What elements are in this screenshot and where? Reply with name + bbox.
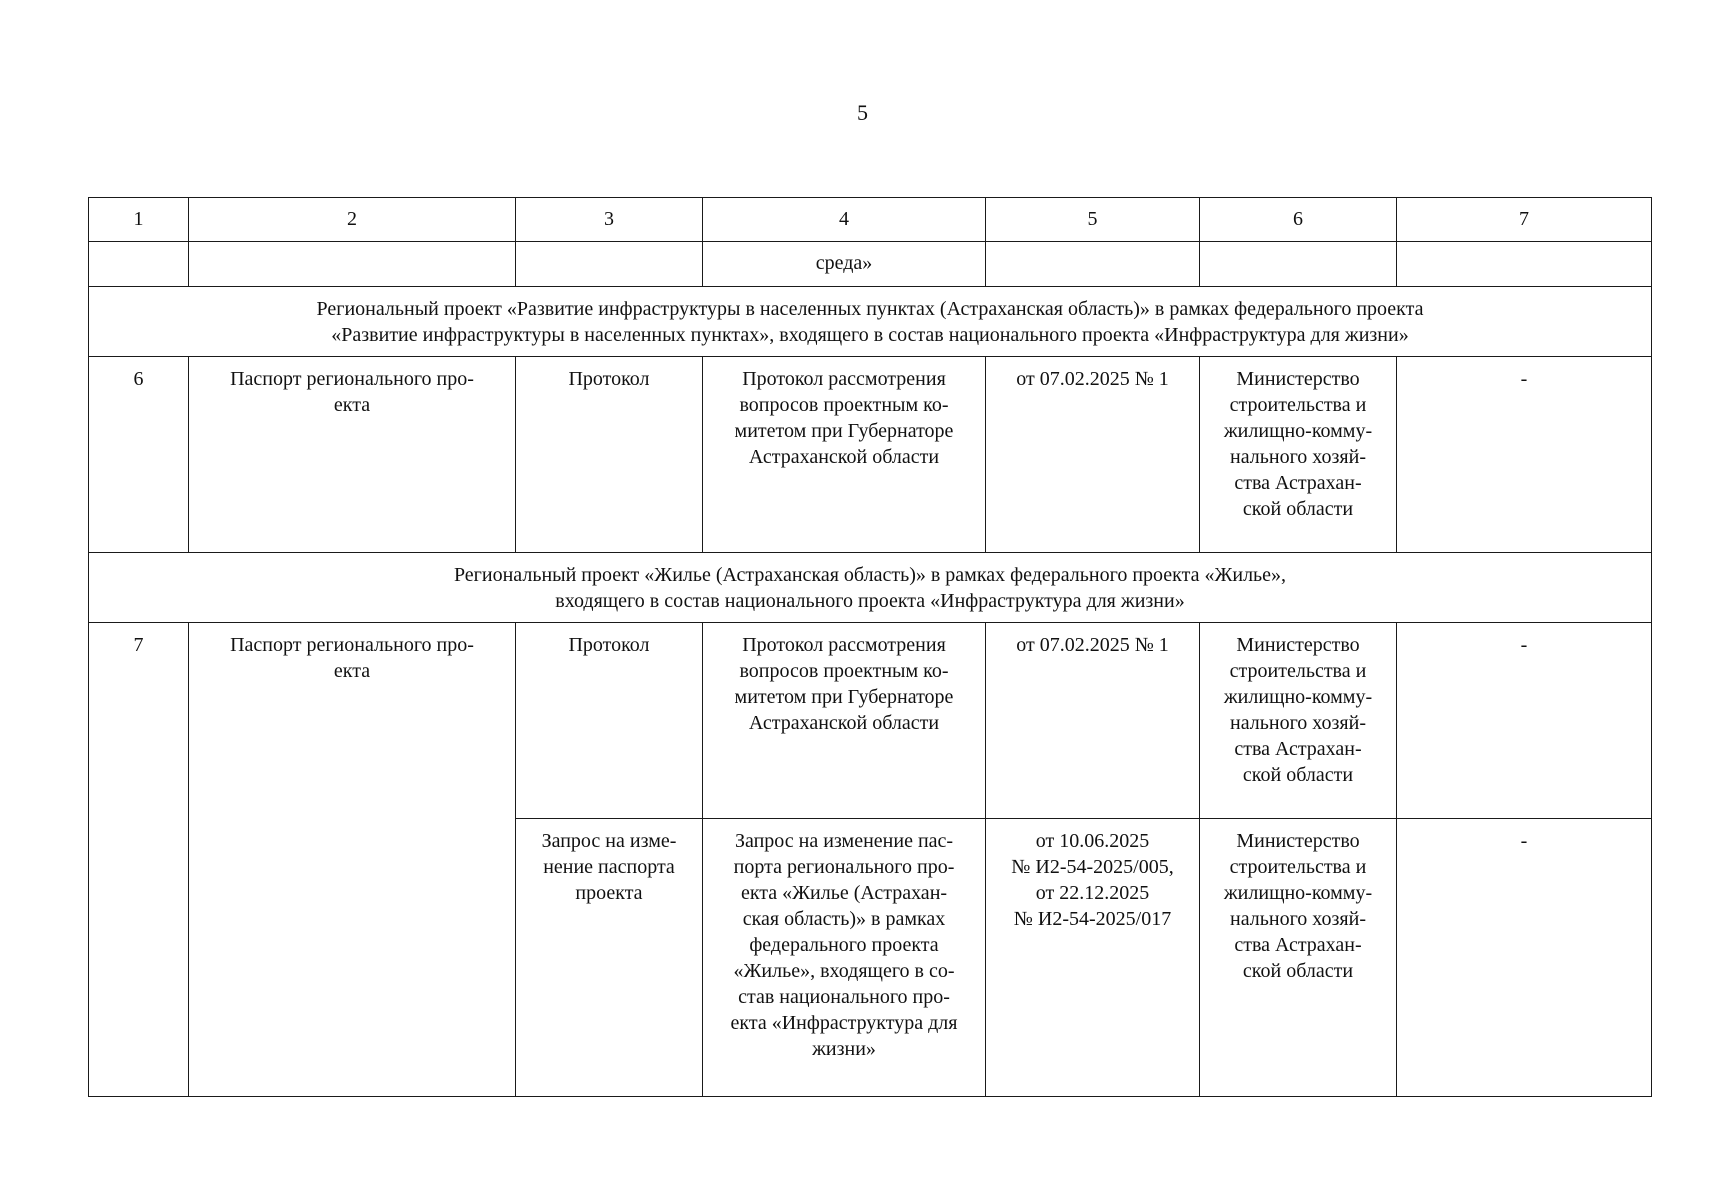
table-row bbox=[89, 357, 1652, 553]
continuation-row bbox=[89, 242, 1652, 287]
section-heading-line: Региональный проект «Развитие инфраструктуры в населенных пунктах (Астраханская область)» в рамках федерального проекта bbox=[316, 298, 1424, 320]
type-text: Протокол bbox=[568, 634, 650, 656]
section-heading bbox=[89, 553, 1652, 623]
section-heading-row bbox=[89, 287, 1652, 357]
details-cell bbox=[986, 357, 1200, 553]
type-cell bbox=[516, 623, 703, 819]
column-number-6: 6 bbox=[1200, 198, 1397, 242]
column-number-7: 7 bbox=[1397, 198, 1652, 242]
column-number-2: 2 bbox=[189, 198, 516, 242]
organization-text: Министерство строительства и жилищно-комму- нального хозяй- ства Астрахан- ской области bbox=[1223, 368, 1373, 520]
continuation-cell-4: среда» bbox=[703, 242, 986, 287]
document-table bbox=[88, 197, 1652, 1097]
name-text: Протокол рассмотрения вопросов проектным ко- митетом при Губернаторе Астраханской области bbox=[734, 368, 954, 468]
name-text: Протокол рассмотрения вопросов проектным ко- митетом при Губернаторе Астраханской области bbox=[734, 634, 954, 734]
organization-cell bbox=[1200, 623, 1397, 819]
details-cell bbox=[986, 819, 1200, 1097]
note-cell bbox=[1397, 623, 1652, 819]
note-text: - bbox=[1520, 830, 1528, 852]
organization-cell bbox=[1200, 819, 1397, 1097]
row-number: 7 bbox=[89, 623, 189, 1097]
details-text: от 07.02.2025 № 1 bbox=[1016, 368, 1169, 390]
section-heading-line: Региональный проект «Жилье (Астраханская область)» в рамках федерального проекта «Жилье», bbox=[453, 564, 1287, 586]
type-text: Протокол bbox=[568, 368, 650, 390]
details-cell bbox=[986, 623, 1200, 819]
column-number-1: 1 bbox=[89, 198, 189, 242]
column-number-3: 3 bbox=[516, 198, 703, 242]
section-heading-line: входящего в состав национального проекта «Инфраструктура для жизни» bbox=[555, 590, 1185, 612]
column-number-4: 4 bbox=[703, 198, 986, 242]
continuation-cell-7 bbox=[1397, 242, 1652, 287]
type-text: Запрос на изме- нение паспорта проекта bbox=[541, 830, 677, 904]
section-heading-row bbox=[89, 553, 1652, 623]
section-heading-line: «Развитие инфраструктуры в населенных пунктах», входящего в состав национального проекта «Инфраструктура для жизни» bbox=[331, 324, 1409, 346]
note-text: - bbox=[1520, 368, 1528, 390]
name-cell bbox=[703, 357, 986, 553]
row-number: 6 bbox=[89, 357, 189, 553]
type-cell bbox=[516, 819, 703, 1097]
name-text: Запрос на изменение пас- порта регионального про- екта «Жилье (Астрахан- ская область)» в рамках федерального проекта «Жилье», входящего в со- став национального про- екта «Инфраструктура для жизни» bbox=[730, 830, 958, 1060]
document-cell bbox=[189, 357, 516, 553]
note-cell bbox=[1397, 819, 1652, 1097]
column-number-5: 5 bbox=[986, 198, 1200, 242]
details-text: от 07.02.2025 № 1 bbox=[1016, 634, 1169, 656]
note-cell bbox=[1397, 357, 1652, 553]
name-cell bbox=[703, 623, 986, 819]
continuation-cell-3 bbox=[516, 242, 703, 287]
continuation-cell-6 bbox=[1200, 242, 1397, 287]
organization-text: Министерство строительства и жилищно-комму- нального хозяй- ства Астрахан- ской области bbox=[1223, 830, 1373, 982]
column-number-row bbox=[89, 198, 1652, 242]
section-heading bbox=[89, 287, 1652, 357]
type-cell bbox=[516, 357, 703, 553]
organization-text: Министерство строительства и жилищно-комму- нального хозяй- ства Астрахан- ской области bbox=[1223, 634, 1373, 786]
organization-cell bbox=[1200, 357, 1397, 553]
table-row bbox=[89, 623, 1652, 819]
continuation-cell-1 bbox=[89, 242, 189, 287]
document-text: Паспорт регионального про- екта bbox=[230, 368, 474, 416]
note-text: - bbox=[1520, 634, 1528, 656]
continuation-cell-2 bbox=[189, 242, 516, 287]
name-cell bbox=[703, 819, 986, 1097]
document-text: Паспорт регионального про- екта bbox=[230, 634, 474, 682]
details-text: от 10.06.2025 № И2-54-2025/005, от 22.12.2025 № И2-54-2025/017 bbox=[1011, 830, 1174, 930]
continuation-cell-5 bbox=[986, 242, 1200, 287]
document-cell bbox=[189, 623, 516, 1097]
page-number: 5 bbox=[857, 100, 868, 125]
